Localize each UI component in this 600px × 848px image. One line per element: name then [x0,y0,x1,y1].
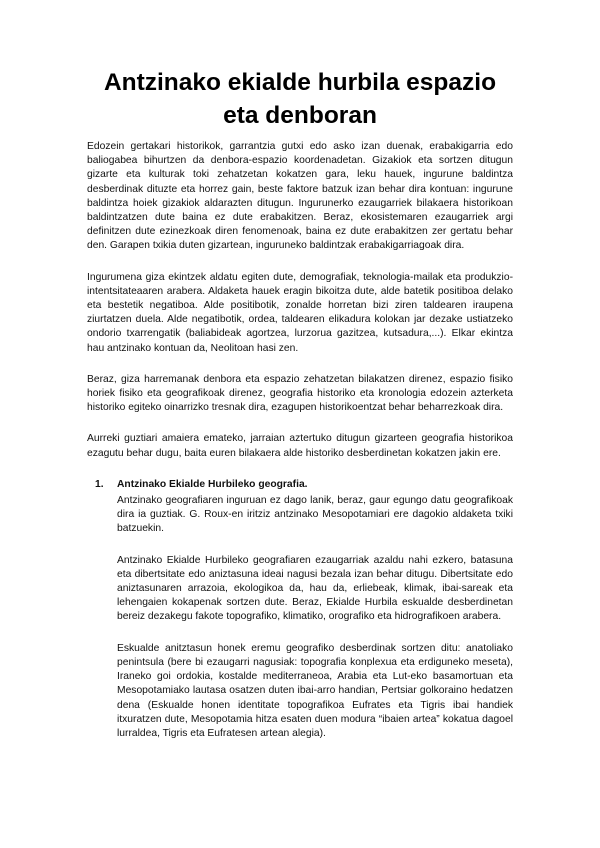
section-1 [95,478,513,741]
section-paragraph-1: Antzinako geografiaren inguruan ez dago lanik, beraz, gaur egungo datu geografikoak dira ia guztiak. G. Roux-en iritziz antzinako Mesopotamiari ere dagokio aldaketa txiki batzuekin. [117,495,513,535]
intro-paragraph-4: Aurreki guztiari amaiera emateko, jarraian aztertuko ditugun gizarteen geografia historikoa ezagutu behar dugu, baita euren bilakaera alde historiko desberdinetan kokatzen jakin ere. [87,433,513,459]
section-paragraph-3: Eskualde anitztasun honek eremu geografiko desberdinak sortzen ditu: anatoliako penintsula (bere bi ezaugarri nagusiak: topografia konplexua eta erdiguneko meseta), Iraneko goi ordokia, kostalde mediterraneoa, Arabia eta Lut-eko basamortuan eta Mesopotamiako lautasa osatzen duten ibai-arro handian, Pertsiar golkoraino hedatzen dena (Eskualde honen identitate topografikoa Eufrates eta Tigris ibai handiek itxuratzen dute, Mesopotamia hitza esaten duen modura “ibaien artea” kokatua dagoel lurraldea, Tigris eta Eufratesen artean alegia). [117,642,513,739]
section-list [87,478,513,741]
section-paragraph-2: Antzinako Ekialde Hurbileko geografiaren ezaugarriak azaldu nahi ezkero, batasuna eta dibertsitate edo aniztasuna ideai nagusi bezala izan behar ditugu. Dibertsitate edo aniztasunaren arrazoia, ekologikoa da, hau da, erliebeak, klimak, ibai-sareak eta lehengaien kokapenak sortzen dute. Beraz, Ekialde Hurbila eskualde desberdinetan bereiz dezakegu fakote topografiko, klimatiko, orografiko eta hidrografikoen arabera. [117,554,513,623]
intro-paragraph-1: Edozein gertakari historikok, garrantzia gutxi edo asko izan duenak, erabakigarria edo baliogabea bihurtzen da denbora-espazio koordenadetan. Gizakiok eta sortzen ditugun gizarte eta kulturak toki zehatzetan kokatzen gara, leku hauek, ingurune baldintza desberdinak dituzte eta horrez gain, beste faktore batzuk izan behar dira kontuan: ingurune baldintza hoiek gizakiok aldarazten ditugun. Ingurunerko ezaugarriek bilakaera historikoan baldintzatzen dute baina ez dute erabakitzen. Beraz, ekosistemaren ezaugarriek argi definitzen dute ezinezkoak diren fenomenoak, baina ez dute erabakitzen zer gertatu behar den. Garapen txikia duten gizartean, inguruneko baldintzak erabakigarriagoak dira. [87,141,513,252]
section-number: 1. [95,478,104,490]
intro-paragraph-3: Beraz, giza harremanak denbora eta espazio zehatzetan bilakatzen direnez, espazio fisiko horiek fisiko eta geografikoak direnez, geografia historiko eta kronologia edozein azterketa historiko egiteko oinarrizko tresnak dira, ezagupen historikoentzat behar beharrezkoak dira. [87,373,513,414]
section-heading: Antzinako Ekialde Hurbileko geografia. [117,478,308,490]
intro-paragraph-2: Ingurumena giza ekintzek aldatu egiten dute, demografiak, teknologia-mailak eta produkzio-intentsitateaaren arabera. Aldaketa hauek eragin bikoitza dute, alde batetik positiboa delako eta bestetik negatiboa. Alde positibotik, zonalde horretan bizi ziren taldearen iraupena ziurtatzen duela. Alde negatibotik, ordea, taldearen elikadura kolokan jar dezake ustiatzeko ondorio txarrengatik (baliabideak agortzea, lurzorua gazitzea, kutsadura,...). Elkar ekintza hau antzinako kontuan da, Neolitoan hasi zen. [87,271,513,354]
document-title: Antzinako ekialde hurbila espazio eta denboran [103,69,497,129]
